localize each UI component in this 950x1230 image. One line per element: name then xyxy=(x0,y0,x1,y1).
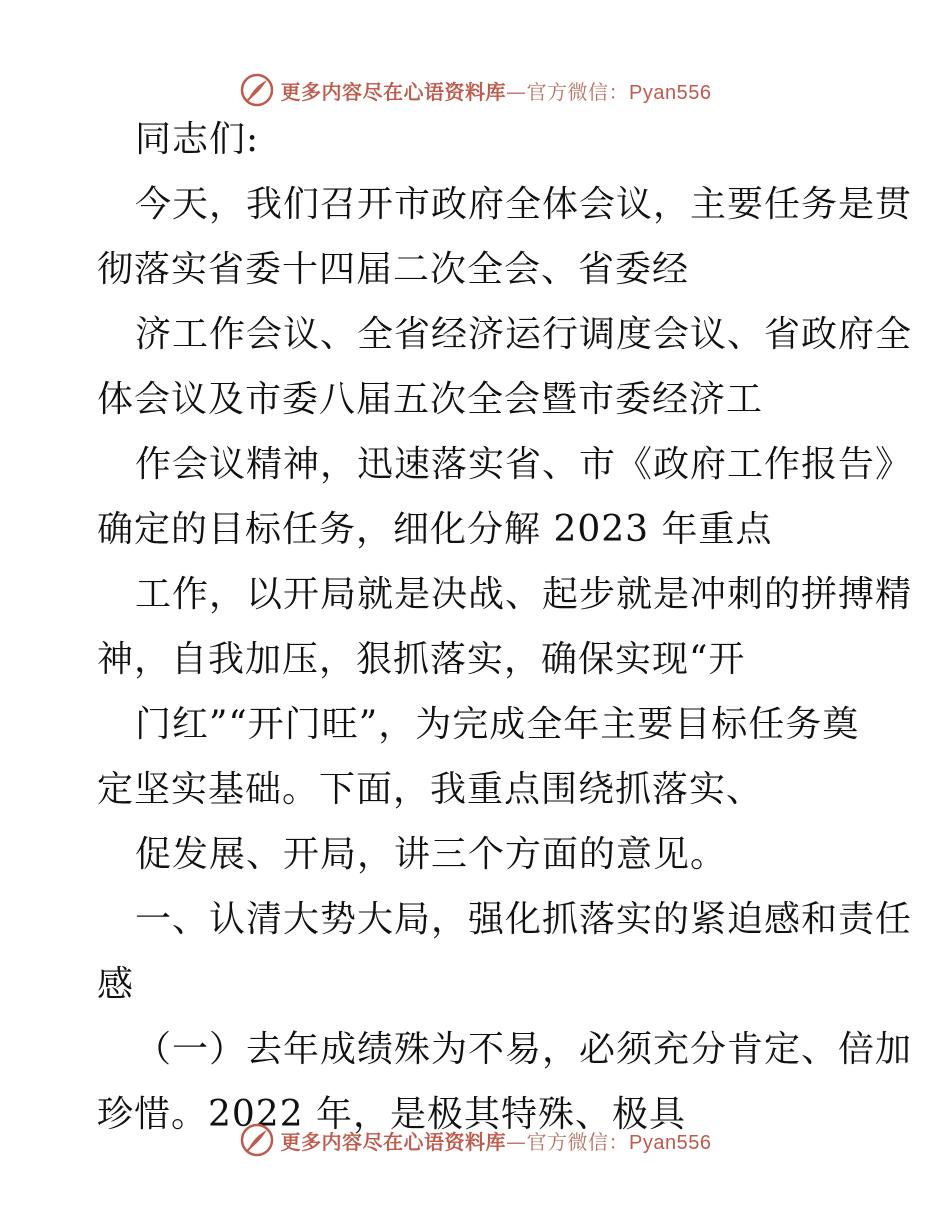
feather-quill-logo-icon xyxy=(239,1122,275,1158)
header-banner xyxy=(0,70,950,110)
header-wechat-id: Pyan556 xyxy=(629,81,712,104)
header-banner-text xyxy=(281,76,712,105)
header-separator: — xyxy=(506,79,527,104)
salutation-line: 同志们: xyxy=(135,119,260,160)
section-heading-line: 感 xyxy=(97,964,135,1005)
header-site-text: 更多内容尽在心语资料库 xyxy=(280,79,507,104)
paragraph-line: 济工作会议、全省经济运行调度会议、省政府全 xyxy=(135,314,913,355)
section-heading-line: 一、认清大势大局，强化抓落实的紧迫感和责任 xyxy=(135,899,913,940)
paragraph-line: 门红”“开门旺”，为完成全年主要目标任务奠 xyxy=(135,704,860,745)
paragraph-line: 神，自我加压，狠抓落实，确保实现“开 xyxy=(97,639,746,680)
footer-wechat-id: Pyan556 xyxy=(629,1131,712,1154)
paragraph-line: 促发展、开局，讲三个方面的意见。 xyxy=(135,834,728,875)
header-official-label: 官方微信： xyxy=(526,79,630,104)
paragraph-line: 珍惜。2022 年，是极其特殊、极具 xyxy=(97,1094,687,1135)
document-body xyxy=(97,119,913,1162)
paragraph-line: 体会议及市委八届五次全会暨市委经济工 xyxy=(97,379,764,420)
footer-banner xyxy=(0,1120,950,1160)
footer-separator: — xyxy=(506,1129,527,1154)
footer-site-text: 更多内容尽在心语资料库 xyxy=(280,1129,507,1154)
paragraph-line: 今天，我们召开市政府全体会议，主要任务是贯 xyxy=(135,184,913,225)
paragraph-line: 作会议精神，迅速落实省、市《政府工作报告》 xyxy=(135,444,913,485)
subsection-heading-line: （一）去年成绩殊为不易，必须充分肯定、倍加 xyxy=(135,1029,913,1070)
footer-banner-text xyxy=(281,1126,712,1155)
feather-quill-logo-icon xyxy=(239,72,275,108)
paragraph-line: 工作，以开局就是决战、起步就是冲刺的拼搏精 xyxy=(135,574,913,615)
paragraph-line: 彻落实省委十四届二次全会、省委经 xyxy=(97,249,690,290)
paragraph-line: 定坚实基础。下面，我重点围绕抓落实、 xyxy=(97,769,764,810)
footer-official-label: 官方微信： xyxy=(526,1129,630,1154)
paragraph-line: 确定的目标任务，细化分解 2023 年重点 xyxy=(97,509,773,550)
